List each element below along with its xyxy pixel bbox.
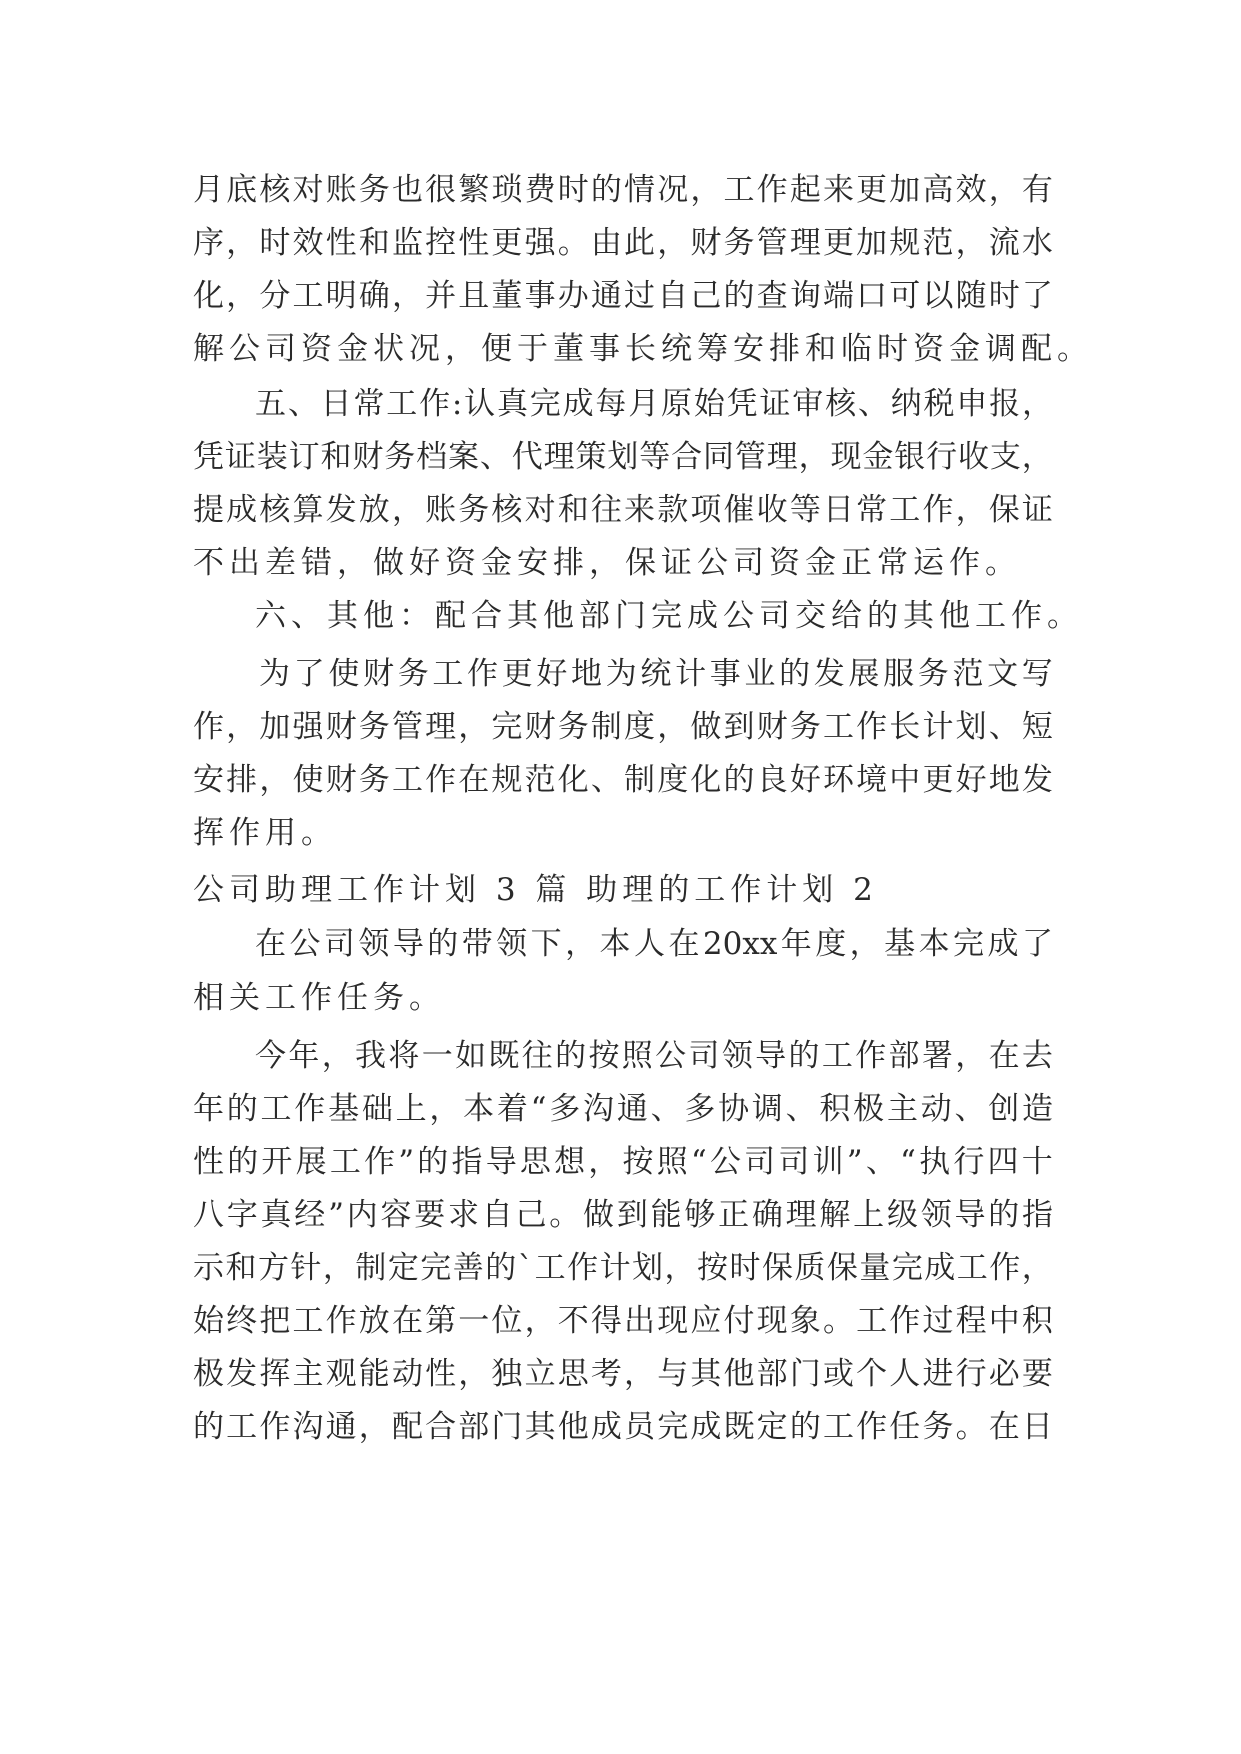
text-line: 八 字 真 经 ” 内 容 要 求 自 己 。 做 到 能 够 正 确 理 解 上 级 领 导 的 指	[193, 1197, 1053, 1233]
text-line: 挥作用。	[193, 815, 337, 851]
text-line: 年 的 工 作 基 础 上 ， 本 着 “ 多 沟 通 、 多 协 调 、 积 极 主 动 、 创 造	[193, 1091, 1053, 1127]
text-line: 月 底 核 对 账 务 也 很 繁 琐 费 时 的 情 况 ， 工 作 起 来 更 加 高 效 ， 有	[193, 172, 1053, 208]
text-line: 为 了 使 财 务 工 作 更 好 地 为 统 计 事 业 的 发 展 服 务 范 文 写	[259, 656, 1053, 692]
text-line: 始 终 把 工 作 放 在 第 一 位 ， 不 得 出 现 应 付 现 象 。 工 作 过 程 中 积	[193, 1303, 1053, 1339]
text-line: 的 工 作 沟 通 ， 配 合 部 门 其 他 成 员 完 成 既 定 的 工 作 任 务 。 在 日	[193, 1409, 1053, 1445]
text-line: 在 公 司 领 导 的 带 领 下 ， 本 人 在 20xx 年 度 ， 基 本 完 成 了	[255, 926, 1053, 962]
text-line: 极 发 挥 主 观 能 动 性 ， 独 立 思 考 ， 与 其 他 部 门 或 个 人 进 行 必 要	[193, 1356, 1053, 1392]
text-line: 性 的 开 展 工 作 ” 的 指 导 思 想 ， 按 照 “ 公 司 司 训 ” 、 “ 执 行 四 十	[193, 1144, 1053, 1180]
text-line: 六、其他：配合其他部门完成公司交给的其他工作。	[255, 598, 1083, 634]
text-line: 今 年 ， 我 将 一 如 既 往 的 按 照 公 司 领 导 的 工 作 部 署 ， 在 去	[255, 1038, 1053, 1074]
text-line: 提 成 核 算 发 放 ， 账 务 核 对 和 往 来 款 项 催 收 等 日 常 工 作 ， 保 证	[193, 492, 1053, 528]
text-line: 解公司资金状况，便于董事长统筹安排和临时资金调配。	[193, 331, 1093, 367]
text-line: 作 ， 加 强 财 务 管 理 ， 完 财 务 制 度 ， 做 到 财 务 工 作 长 计 划 、 短	[193, 709, 1053, 745]
text-line: 安 排 ， 使 财 务 工 作 在 规 范 化 、 制 度 化 的 良 好 环 境 中 更 好 地 发	[193, 762, 1053, 798]
text-line: 不出差错，做好资金安排，保证公司资金正常运作。	[193, 545, 1021, 581]
text-line: 相关工作任务。	[193, 980, 445, 1016]
text-line: 五 、 日 常 工 作 : 认 真 完 成 每 月 原 始 凭 证 审 核 、 纳 税 申 报 ，	[255, 386, 1053, 422]
text-line: 示 和 方 针 ， 制 定 完 善 的 ` 工 作 计 划 ， 按 时 保 质 保 量 完 成 工 作 ，	[193, 1250, 1053, 1286]
text-line: 公司助理工作计划 3 篇 助理的工作计划 2	[193, 872, 878, 908]
text-line: 化 ， 分 工 明 确 ， 并 且 董 事 办 通 过 自 己 的 查 询 端 口 可 以 随 时 了	[193, 278, 1053, 314]
text-line: 凭 证 装 订 和 财 务 档 案 、 代 理 策 划 等 合 同 管 理 ， 现 金 银 行 收 支 ，	[193, 439, 1053, 475]
text-line: 序 ， 时 效 性 和 监 控 性 更 强 。 由 此 ， 财 务 管 理 更 加 规 范 ， 流 水	[193, 225, 1053, 261]
